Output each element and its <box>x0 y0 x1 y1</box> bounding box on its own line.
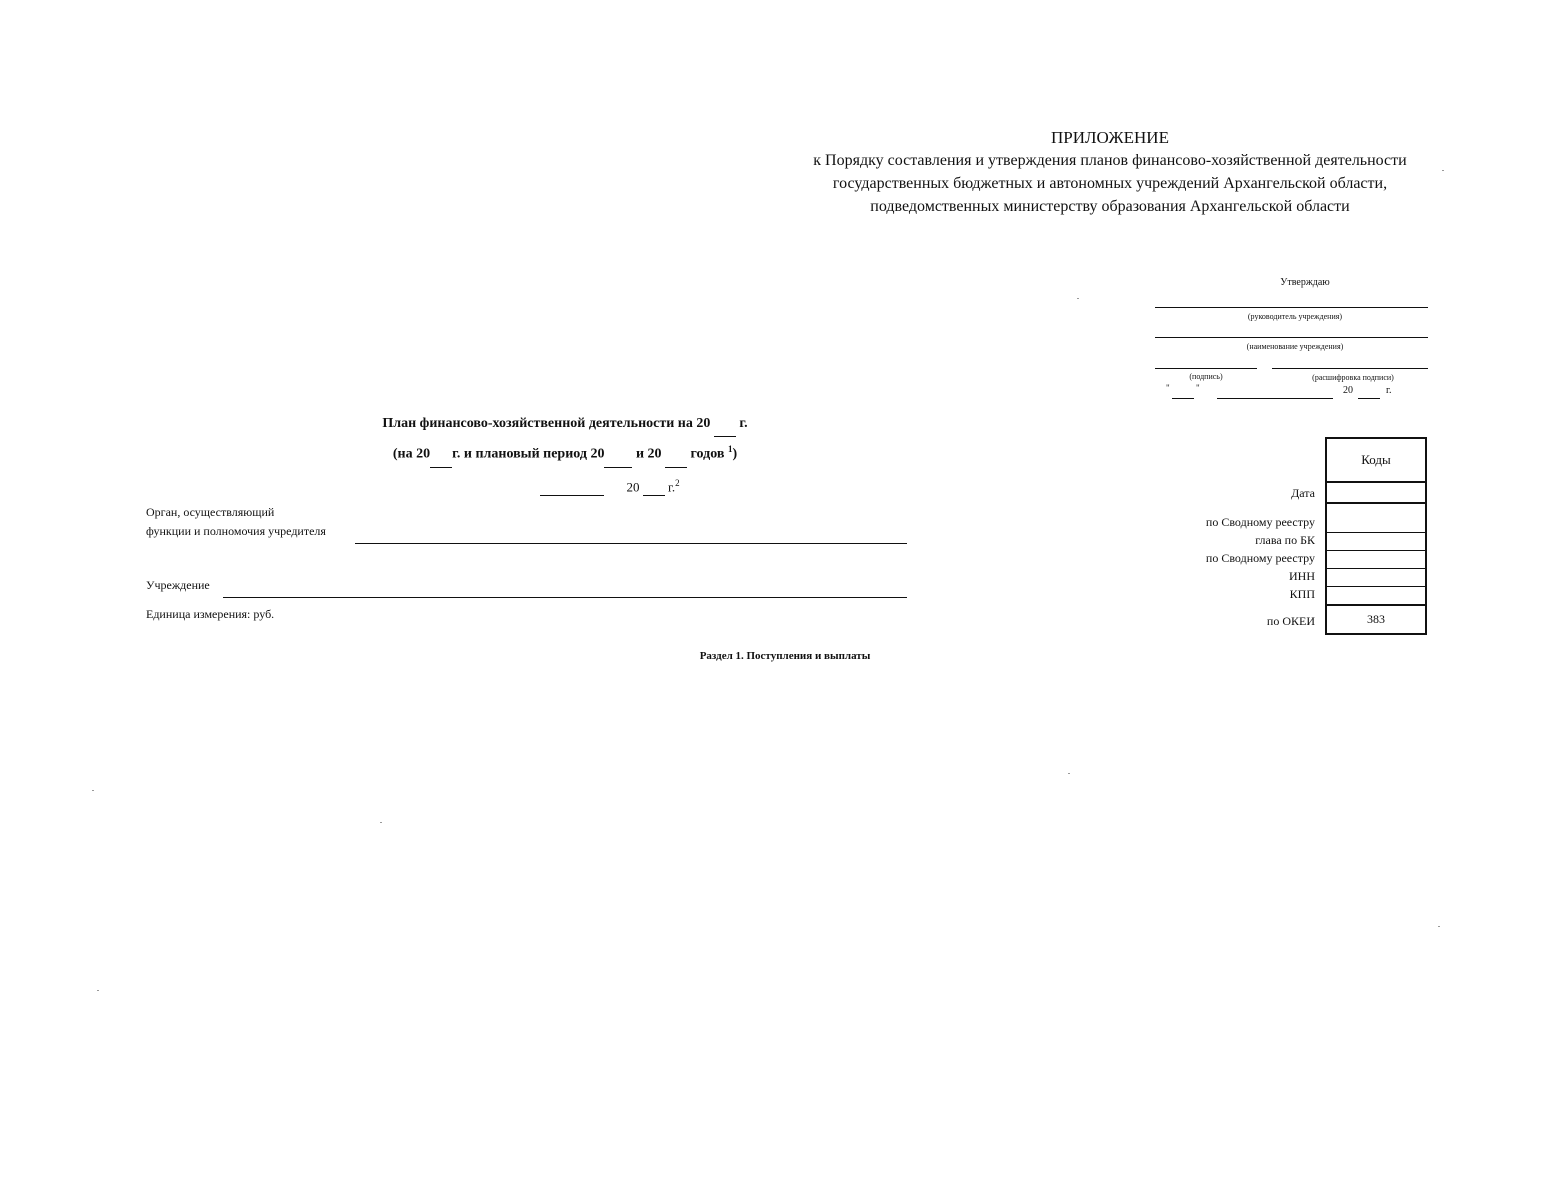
code-label: ИНН <box>1289 569 1315 583</box>
approval-year-suffix: г. <box>1386 385 1392 396</box>
plan-date-year-blank <box>643 479 665 496</box>
scan-speck <box>380 822 382 823</box>
code-label: по Сводному реестру <box>1205 515 1315 529</box>
approval-year-prefix: 20 <box>1343 385 1353 396</box>
decoding-line <box>1272 368 1428 369</box>
code-label: Дата <box>1291 486 1315 500</box>
signature-line <box>1155 368 1257 369</box>
institution-field-line[interactable] <box>223 597 907 598</box>
subtitle-close: ) <box>732 446 738 462</box>
institution-label: Учреждение <box>146 578 210 592</box>
code-label: по ОКЕИ <box>1266 614 1315 628</box>
appendix-header <box>780 126 1440 218</box>
plan-title <box>310 412 820 437</box>
footnote-ref-2: 2 <box>675 478 680 488</box>
unit-label: Единица измерения: руб. <box>146 607 275 621</box>
plan-title-suffix: г. <box>739 416 748 431</box>
plan-year-blank <box>714 412 736 437</box>
scan-speck <box>1068 773 1070 774</box>
date-quote-open: " <box>1166 383 1170 393</box>
scan-speck <box>97 990 99 991</box>
code-cell-bk-chapter[interactable] <box>1327 533 1425 551</box>
scan-speck <box>1077 298 1079 299</box>
scan-speck <box>92 790 94 791</box>
section-title: Раздел 1. Поступления и выплаты <box>699 650 871 662</box>
code-cell-registry[interactable] <box>1327 504 1425 533</box>
date-quote-close: " <box>1196 383 1200 393</box>
plan-date-blank <box>540 479 604 496</box>
founder-field-line[interactable] <box>355 543 907 544</box>
code-cell-date[interactable] <box>1327 483 1425 504</box>
scan-speck <box>1438 926 1440 927</box>
code-label: КПП <box>1289 587 1315 601</box>
plan-title-block <box>310 412 820 468</box>
subtitle-year-blank <box>430 443 452 468</box>
founder-label-line1: Орган, осуществляющий <box>146 505 275 519</box>
subtitle-part1: (на 20 <box>392 446 431 462</box>
code-cell-okei[interactable]: 383 <box>1327 605 1425 633</box>
subtitle-part2: г. и плановый период 20 <box>452 446 605 462</box>
codes-table <box>1325 437 1427 635</box>
org-name-line <box>1155 337 1428 338</box>
footnote-ref-1: 1 <box>727 444 733 454</box>
codes-header: Коды <box>1327 439 1425 483</box>
appendix-line: к Порядку составления и утверждения планов финансово-хозяйственной деятельности <box>813 152 1407 169</box>
code-cell-kpp[interactable] <box>1327 587 1425 605</box>
plan-date-year-suffix: г. <box>668 479 676 495</box>
code-cell-registry-2[interactable] <box>1327 551 1425 569</box>
head-signature-line <box>1155 307 1428 308</box>
plan-date-year-prefix: 20 <box>626 479 640 495</box>
subtitle-part3: и 20 <box>635 446 662 462</box>
founder-label-line2: функции и полномочия учредителя <box>146 524 326 538</box>
code-cell-inn[interactable] <box>1327 569 1425 587</box>
subtitle-year3-blank <box>665 443 687 468</box>
head-caption: (руководитель учреждения) <box>1247 312 1343 321</box>
approval-label: Утверждаю <box>1280 277 1330 288</box>
subtitle-year2-blank <box>604 443 632 468</box>
code-label: глава по БК <box>1255 533 1315 547</box>
day-blank <box>1172 398 1194 399</box>
signature-caption: (подпись) <box>1189 372 1223 381</box>
org-caption: (наименование учреждения) <box>1246 342 1344 351</box>
subtitle-part4: годов <box>690 446 725 462</box>
scan-speck <box>1442 170 1444 171</box>
plan-subtitle <box>310 437 820 468</box>
decoding-caption: (расшифровка подписи) <box>1312 373 1394 382</box>
code-label: по Сводному реестру <box>1205 551 1315 565</box>
month-blank <box>1217 398 1333 399</box>
plan-date-line <box>540 478 680 496</box>
appendix-line: государственных бюджетных и автономных учреждений Архангельской области, <box>832 175 1388 192</box>
appendix-line: подведомственных министерству образования Архангельской области <box>870 198 1350 215</box>
appendix-title: ПРИЛОЖЕНИЕ <box>1051 128 1169 147</box>
plan-title-text: План финансово-хозяйственной деятельности на 20 <box>382 416 711 431</box>
approval-year-blank <box>1358 398 1380 399</box>
